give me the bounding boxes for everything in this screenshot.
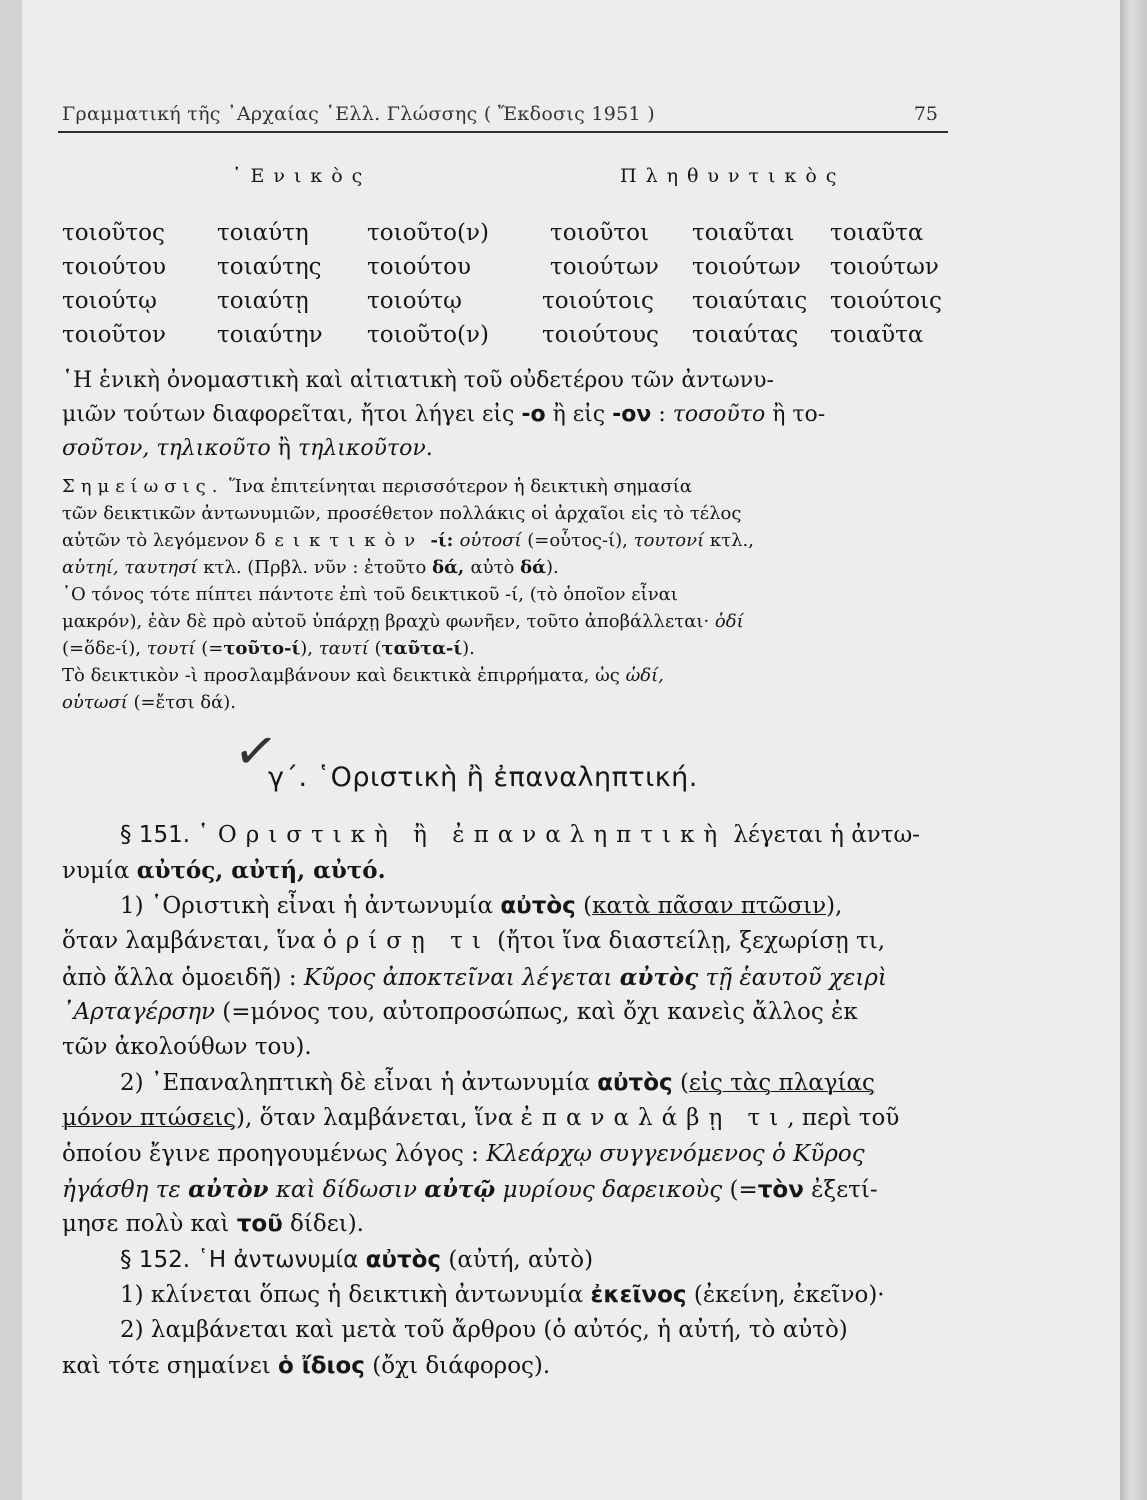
header-title: Γραμματική τῆς ᾿Αρχαίας ῾Ελλ. Γλώσσης ( Ἔκδοσις 1951 ) [62, 103, 655, 125]
table-cell: τοιούτων [830, 254, 939, 280]
page-number: 75 [913, 103, 938, 125]
text-line: § 152. ῾Η ἀντωνυμία αὐτὸς (αὐτή, αὐτὸ) [120, 1246, 594, 1273]
table-cell: τοιούτου [62, 254, 166, 280]
text-line: μόνον πτώσεις), ὅταν λαμβάνεται, ἵνα ἐπαναλάβῃ τι, περὶ τοῦ [62, 1105, 900, 1132]
table-cell: τοιαύτας [692, 322, 799, 348]
table-cell: τοιούτων [692, 254, 801, 280]
table-cell: τοιαύτη [217, 220, 309, 246]
table-row [62, 254, 942, 288]
table-cell: τοιούτους [542, 322, 659, 348]
text-line: § 151. ῾Οριστικὴ ἢ ἐπαναληπτικὴ λέγεται ἡ ἀντω- [120, 822, 921, 848]
table-cell: τοιοῦτος [62, 220, 165, 246]
table-cell: τοιούτῳ [62, 288, 157, 314]
table-cell: τοιαύτης [217, 254, 322, 280]
note-line: οὑτωσί (=ἔτσι δά). [62, 692, 237, 713]
running-header [62, 103, 938, 129]
table-cell: τοιαύτῃ [217, 288, 309, 314]
text-line: ὁποίου ἔγινε προηγουμένως λόγος : Κλεάρχῳ συγγενόμενος ὁ Κῦρος [62, 1140, 865, 1167]
plural-label: Πληθυντικὸς [620, 165, 846, 187]
table-cell: τοιούτῳ [367, 288, 462, 314]
note-line: ῾Ο τόνος τότε πίπτει πάντοτε ἐπὶ τοῦ δεικτικοῦ -ί, (τὸ ὁποῖον εἶναι [62, 584, 678, 605]
text-line: νυμία αὐτός, αὐτή, αὐτό. [62, 857, 386, 885]
table-row [62, 220, 942, 254]
text-line: 1) κλίνεται ὅπως ἡ δεικτικὴ ἀντωνυμία ἐκεῖνος (ἐκείνη, ἐκεῖνο)· [120, 1282, 885, 1309]
table-cell: τοιαῦται [692, 220, 795, 246]
table-cell: τοιαύτην [217, 322, 323, 348]
note-section [62, 476, 938, 719]
note-line: τῶν δεικτικῶν ἀντωνυμιῶν, προσέθετον πολλάκις οἱ ἀρχαῖοι εἰς τὸ τέλος [62, 503, 742, 524]
singular-label: ῾Ενικὸς [232, 165, 372, 187]
note-line: μακρόν), ἐὰν δὲ πρὸ αὐτοῦ ὑπάρχῃ βραχὺ φωνῆεν, τοῦτο ἀποβάλλεται· ὁδί [62, 611, 744, 632]
table-cell: τοιοῦτον [62, 322, 166, 348]
table-cell: τοιούτοις [830, 288, 942, 314]
text-line: μιῶν τούτων διαφορεῖται, ἤτοι λήγει εἰς -ο ἢ εἰς -ον : τοσοῦτο ἢ το- [62, 402, 826, 427]
table-cell: τοιαύταις [692, 288, 808, 314]
table-cell: τοιούτων [550, 254, 659, 280]
text-line: 1) ῾Οριστικὴ εἶναι ἡ ἀντωνυμία αὐτὸς (κατὰ πᾶσαν πτῶσιν), [120, 892, 843, 919]
main-text [62, 822, 938, 1388]
table-cell: τοιούτοις [542, 288, 654, 314]
table-cell: τοιούτου [367, 254, 471, 280]
table-cell: τοιαῦτα [830, 220, 924, 246]
text-line: σοῦτον, τηλικοῦτο ἢ τηλικοῦτον. [62, 436, 433, 461]
header-rule [58, 131, 948, 133]
table-cell: τοιοῦτο(ν) [367, 220, 489, 246]
text-line: ᾿Αρταγέρσην (=μόνος του, αὐτοπροσώπως, καὶ ὄχι κανεὶς ἄλλος ἐκ [62, 998, 858, 1025]
text-line: ῾Η ἑνικὴ ὀνομαστικὴ καὶ αἰτιατικὴ τοῦ οὐδετέρου τῶν ἀντωνυ- [62, 368, 774, 393]
note-line: Σημείωσις. Ἵνα ἐπιτείνηται περισσότερον ἡ δεικτικὴ σημασία [62, 476, 692, 497]
table-cell: τοιοῦτοι [550, 220, 650, 246]
text-line: καὶ τότε σημαίνει ὁ ἴδιος (ὄχι διάφορος). [62, 1352, 551, 1379]
page-edge [1120, 0, 1147, 1500]
section-heading: γ΄. ῾Οριστικὴ ἢ ἐπαναληπτική. [268, 762, 698, 793]
text-line: ἀπὸ ἄλλα ὁμοειδῆ) : Κῦρος ἀποκτεῖναι λέγεται αὐτὸς τῇ ἑαυτοῦ χειρὶ [62, 963, 887, 991]
table-cell: τοιαῦτα [830, 322, 924, 348]
neuter-form-paragraph [62, 368, 938, 470]
declension-table [62, 220, 942, 356]
table-row [62, 288, 942, 322]
text-line: 2) ᾿Επαναληπτικὴ δὲ εἶναι ἡ ἀντωνυμία αὐτὸς (εἰς τὰς πλαγίας [120, 1069, 875, 1096]
note-line: (=ὅδε-ί), τουτί (=τοῦτο-ί), ταυτί (ταῦτα-ί). [62, 638, 475, 659]
table-cell: τοιοῦτο(ν) [367, 322, 489, 348]
text-line: τῶν ἀκολούθων του). [62, 1034, 312, 1061]
note-line: αὐτῶν τὸ λεγόμενον δεικτικὸν -ί: οὑτοσί (=οὗτος-ί), τουτονί κτλ., [62, 530, 754, 551]
note-line: Τὸ δεικτικὸν -ὶ προσλαμβάνουν καὶ δεικτικὰ ἐπιρρήματα, ὡς ὡδί, [62, 665, 664, 686]
text-line: ὅταν λαμβάνεται, ἵνα ὁρίσῃ τι (ἤτοι ἵνα διαστείλῃ, ξεχωρίσῃ τι, [62, 928, 886, 955]
text-line: 2) λαμβάνεται καὶ μετὰ τοῦ ἄρθρου (ὁ αὐτός, ἡ αὐτή, τὸ αὐτὸ) [120, 1317, 848, 1344]
text-line: ἠγάσθη τε αὐτὸν καὶ δίδωσιν αὐτῷ μυρίους δαρεικοὺς (=τὸν ἐξετί- [62, 1175, 878, 1203]
handwritten-check-mark: ✓ [230, 719, 282, 785]
note-line: αὑτηί, ταυτησί κτλ. (Πρβλ. νῦν : ἐτοῦτο δά, αὐτὸ δά). [62, 557, 559, 578]
text-line: μησε πολὺ καὶ τοῦ δίδει). [62, 1211, 364, 1238]
table-row [62, 322, 942, 356]
